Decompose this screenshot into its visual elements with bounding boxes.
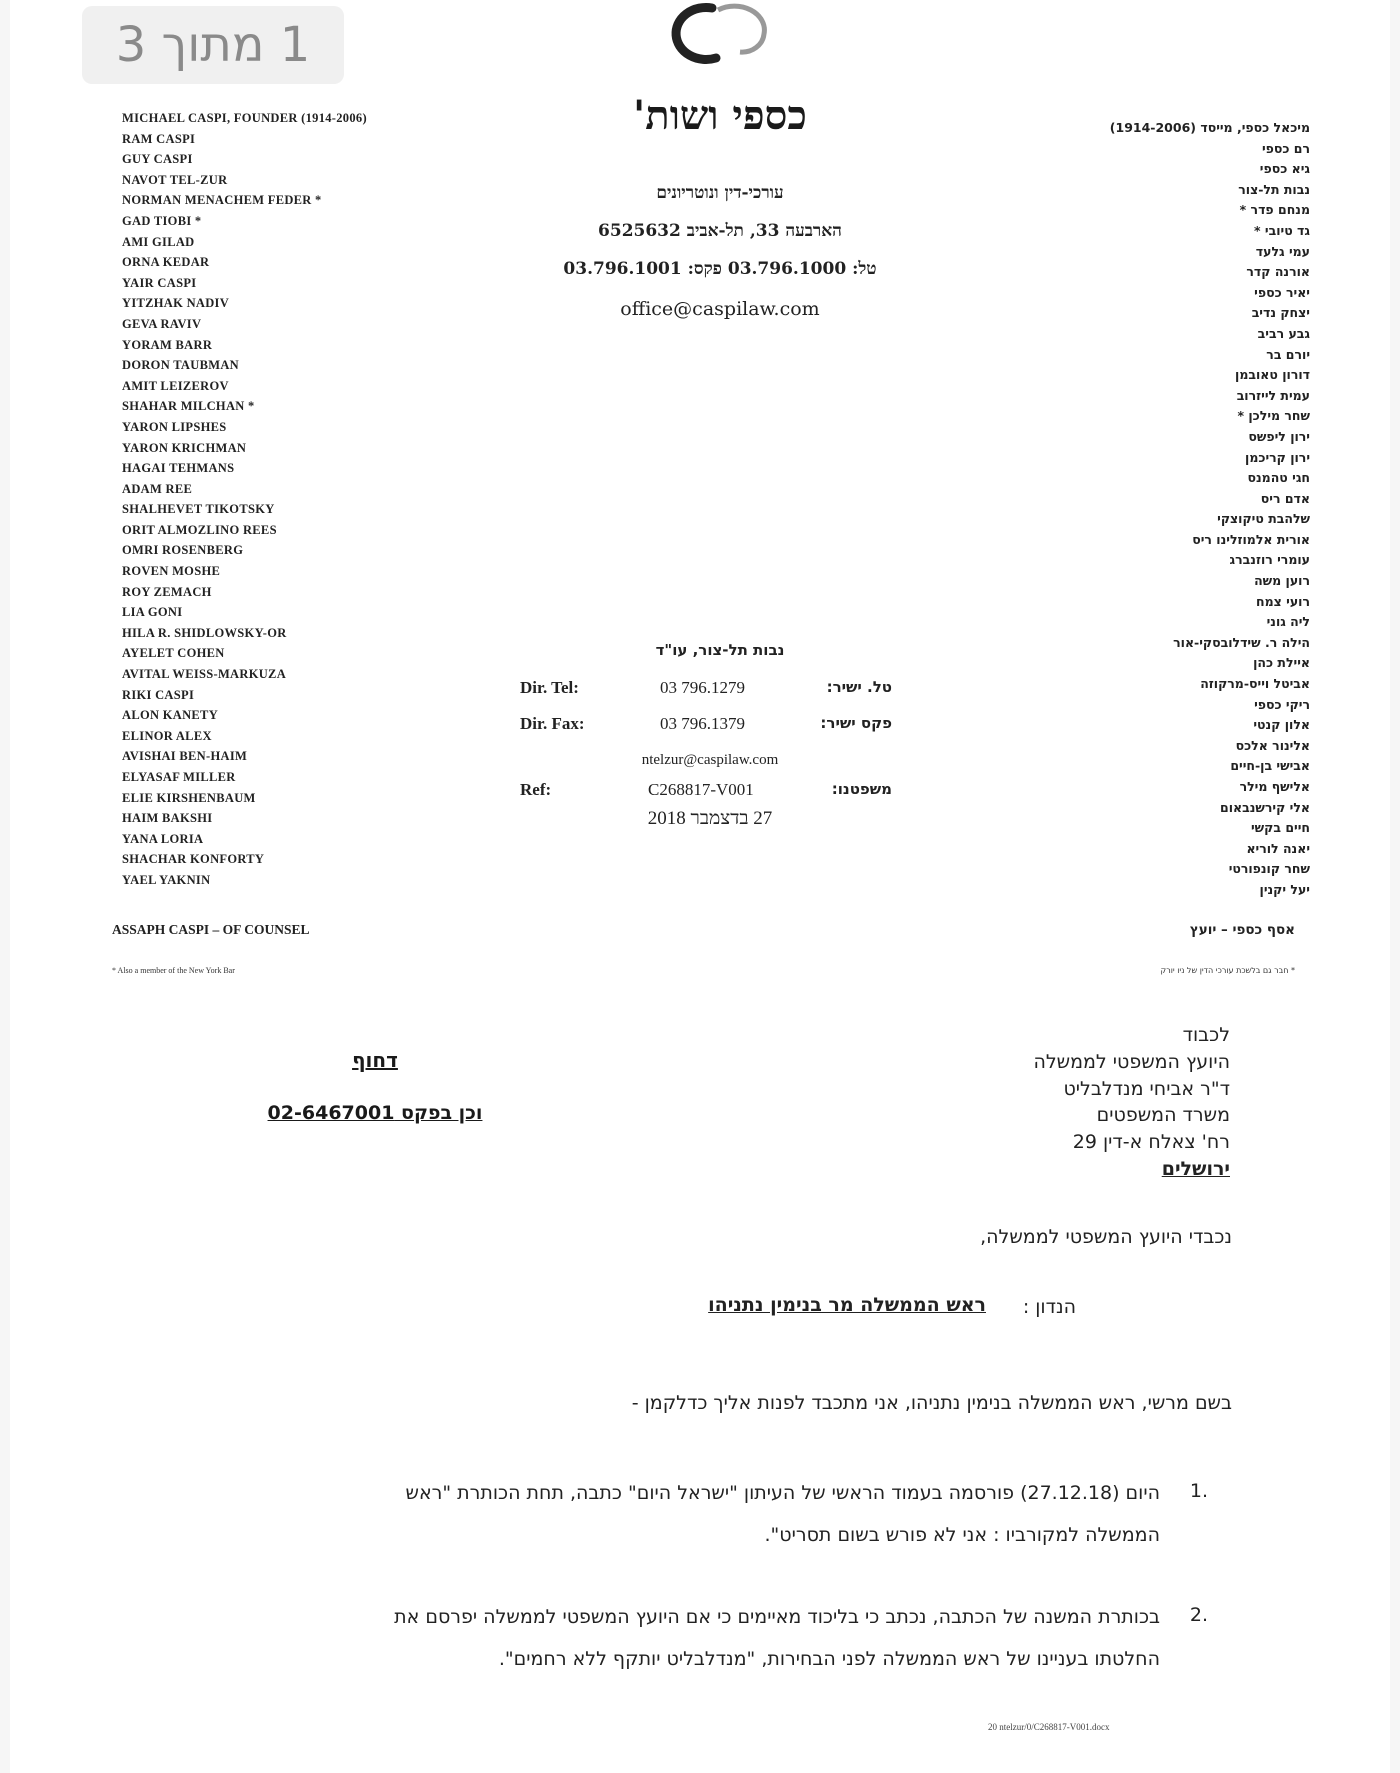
partner-name: הילה ר. שידלובסקי-אור xyxy=(1173,634,1310,650)
partner-name: נבות תל-צור xyxy=(1238,181,1310,197)
paragraph-line: היום (27.12.18) פורסמה בעמוד הראשי של העיתון "ישראל היום" כתבה, תחת הכותרת "ראש xyxy=(405,1482,1160,1504)
partner-name: ELINOR ALEX xyxy=(122,728,212,743)
partner-name: ORIT ALMOZLINO REES xyxy=(122,522,277,537)
reference-value: C268817-V001 xyxy=(648,780,754,799)
partner-name: YORAM BARR xyxy=(122,337,213,352)
partner-name: רועי צמח xyxy=(1256,593,1310,609)
addressee-city: ירושלים xyxy=(1161,1157,1230,1180)
partner-name: AVITAL WEISS-MARKUZA xyxy=(122,667,287,682)
partner-name: GEVA RAVIV xyxy=(122,316,202,331)
firm-address: הארבעה 33, תל-אביב 6525632 xyxy=(598,221,842,241)
firm-subtitle: עורכי-דין ונוטריונים xyxy=(656,183,784,203)
partner-name: אלי קירשנבאום xyxy=(1220,799,1310,815)
partner-name: עומרי רוזנברג xyxy=(1229,552,1310,568)
fax-line: וכן בפקס 02-6467001 xyxy=(267,1102,483,1124)
urgent-label: דחוף xyxy=(352,1048,398,1072)
partner-name: דורון טאובמן xyxy=(1235,367,1310,383)
partner-name: עמית לייזרוב xyxy=(1236,387,1310,403)
partner-name: HAGAI TEHMANS xyxy=(122,461,235,476)
footnote-hebrew: * חבר גם בלשכת עורכי הדין של ניו יורק xyxy=(1160,966,1295,975)
partner-name: אלון קנטי xyxy=(1253,717,1310,733)
partner-name: MICHAEL CASPI, FOUNDER (1914-2006) xyxy=(122,111,367,125)
partner-name: אורנה קדר xyxy=(1246,264,1310,280)
partner-name: LIA GONI xyxy=(122,605,183,620)
paragraph xyxy=(160,1596,1160,1680)
paragraph-line: בכותרת המשנה של הכתבה, נכתב כי בליכוד מאיימים כי אם היועץ המשפטי לממשלה יפרסם את xyxy=(394,1606,1160,1628)
firm-email: office@caspilaw.com xyxy=(620,298,820,320)
partner-name: SHALHEVET TIKOTSKY xyxy=(122,502,275,517)
partner-name: ADAM REE xyxy=(122,481,193,496)
partner-name: AMIT LEIZEROV xyxy=(122,378,229,393)
partner-name: DORON TAUBMAN xyxy=(122,358,239,373)
partner-name: אבישי בן-חיים xyxy=(1230,758,1310,774)
paragraph-line: הממשלה למקורביו : אני לא פורש בשום תסריט". xyxy=(764,1524,1160,1546)
direct-tel-label: Dir. Tel: xyxy=(520,678,579,697)
partner-name: YARON LIPSHES xyxy=(122,419,227,434)
paragraph-number: 1. xyxy=(1189,1480,1208,1502)
partner-name: YITZHAK NADIV xyxy=(122,296,230,311)
firm-name: כספי ושות' xyxy=(633,92,807,139)
firm-logo xyxy=(660,0,780,66)
partners-list-hebrew xyxy=(1010,118,1310,901)
partner-name: GUY CASPI xyxy=(122,152,193,167)
direct-tel-value: 03 796.1279 xyxy=(660,678,745,697)
contact-name: נבות תל-צור, עו"ד xyxy=(655,641,785,659)
partner-name: NAVOT TEL-ZUR xyxy=(122,172,228,187)
partners-list-english xyxy=(122,108,442,891)
partner-name: חיים בקשי xyxy=(1251,820,1310,836)
partner-name: YAIR CASPI xyxy=(122,275,197,290)
direct-fax-label-hebrew: פקס ישיר: xyxy=(820,714,892,732)
partner-name: שחר מילכן * xyxy=(1237,408,1310,424)
partner-name: אלינור אלכס xyxy=(1235,737,1310,753)
partner-name: ELYASAF MILLER xyxy=(122,770,236,784)
partner-name: ירון ליפשס xyxy=(1248,428,1310,444)
partner-name: גבע רביב xyxy=(1257,325,1310,341)
partner-name: SHACHAR KONFORTY xyxy=(122,852,265,867)
partner-name: YANA LORIA xyxy=(122,831,204,846)
direct-fax-label: Dir. Fax: xyxy=(520,714,585,733)
partner-name: HAIM BAKSHI xyxy=(122,811,213,826)
partner-name: ליה גוני xyxy=(1266,614,1310,630)
document-page xyxy=(10,0,1390,1773)
partner-name: שחר קונפורטי xyxy=(1228,861,1310,877)
partner-name: YARON KRICHMAN xyxy=(122,440,247,455)
document-id: 20 ntelzur/0/C268817-V001.docx xyxy=(988,1722,1110,1732)
partner-name: יצחק נדיב xyxy=(1251,305,1310,321)
partner-name: ירון קריכמן xyxy=(1245,449,1310,465)
addressee-line: ד"ר אביחי מנדלבליט xyxy=(1063,1077,1230,1100)
subject-label: הנדון : xyxy=(1022,1296,1076,1318)
addressee-line: משרד המשפטים xyxy=(1096,1104,1230,1127)
partner-name: מיכאל כספי, מייסד (1914-2006) xyxy=(1109,120,1310,135)
partner-name: RIKI CASPI xyxy=(122,687,195,702)
salutation: נכבדי היועץ המשפטי לממשלה, xyxy=(980,1226,1232,1248)
reference-label-hebrew: משפטנו: xyxy=(831,780,892,798)
partner-name: יעל יקנין xyxy=(1259,881,1310,897)
paragraph xyxy=(160,1472,1160,1556)
intro-paragraph: בשם מרשי, ראש הממשלה בנימין נתניהו, אני מתכבד לפנות אליך כדלקמן - xyxy=(631,1392,1232,1414)
partner-name: OMRI ROSENBERG xyxy=(122,543,244,558)
addressee-to: לכבוד xyxy=(1182,1024,1230,1046)
partner-name: אורית אלמוזלינו ריס xyxy=(1192,531,1310,547)
contact-email: ntelzur@caspilaw.com xyxy=(641,752,779,768)
partner-name: גד טיובי * xyxy=(1254,222,1310,238)
partner-name: יאנה לוריא xyxy=(1246,840,1310,856)
partner-name: רם כספי xyxy=(1261,140,1310,156)
paragraph-number: 2. xyxy=(1189,1604,1208,1626)
partner-name: ROVEN MOSHE xyxy=(122,564,221,579)
subject-line: ראש הממשלה מר בנימין נתניהו xyxy=(708,1294,986,1316)
partner-name: שלהבת טיקוצקי xyxy=(1217,511,1310,527)
footnote-english: * Also a member of the New York Bar xyxy=(112,966,235,975)
page-indicator: 1 מתוך 3 xyxy=(82,6,344,84)
partner-name: ORNA KEDAR xyxy=(122,255,210,270)
paragraph-line: החלטתו בעניינו של ראש הממשלה לפני הבחירות, "מנדלבליט יותקף ללא רחמים". xyxy=(498,1648,1160,1670)
partner-name: רוען משה xyxy=(1254,573,1310,589)
addressee-line: היועץ המשפטי לממשלה xyxy=(1033,1050,1230,1073)
partner-name: גיא כספי xyxy=(1259,161,1310,177)
partner-name: ריקי כספי xyxy=(1254,696,1310,712)
partner-name: איילת כהן xyxy=(1253,655,1310,671)
of-counsel-english: ASSAPH CASPI – OF COUNSEL xyxy=(112,922,310,937)
partner-name: יאיר כספי xyxy=(1254,284,1310,300)
partner-name: ROY ZEMACH xyxy=(122,584,212,599)
of-counsel-hebrew: אסף כספי – יועץ xyxy=(1189,922,1295,938)
partner-name: NORMAN MENACHEM FEDER * xyxy=(122,193,322,208)
partner-name: ELIE KIRSHENBAUM xyxy=(122,790,256,805)
partner-name: AMI GILAD xyxy=(122,234,195,249)
reference-label: Ref: xyxy=(520,780,552,799)
partner-name: עמי גלעד xyxy=(1255,243,1310,259)
partner-name: אביטל וייס-מרקוזה xyxy=(1200,676,1310,692)
partner-name: אדם ריס xyxy=(1260,490,1310,506)
partner-name: ALON KANETY xyxy=(122,708,219,723)
partner-name: חגי טהמנס xyxy=(1247,470,1310,486)
addressee-line: רח' צאלח א-דין 29 xyxy=(1072,1131,1230,1154)
direct-tel-label-hebrew: טל. ישיר: xyxy=(826,678,892,696)
partner-name: GAD TIOBI * xyxy=(122,213,202,228)
partner-name: AVISHAI BEN-HAIM xyxy=(122,749,248,764)
addressee-block xyxy=(910,1022,1230,1183)
partner-name: AYELET COHEN xyxy=(122,646,225,661)
partner-name: יורם בר xyxy=(1266,346,1310,362)
partner-name: אלישף מילר xyxy=(1239,779,1310,794)
firm-phone: טל: 03.796.1000 פקס: 03.796.1001 xyxy=(563,259,877,279)
direct-fax-value: 03 796.1379 xyxy=(660,714,745,733)
partner-name: YAEL YAKNIN xyxy=(122,872,211,887)
partner-name: HILA R. SHIDLOWSKY-OR xyxy=(122,625,287,640)
partner-name: RAM CASPI xyxy=(122,131,196,146)
letter-date: 27 בדצמבר 2018 xyxy=(647,808,773,829)
partner-name: מנחם פדר * xyxy=(1239,202,1310,218)
partner-name: SHAHAR MILCHAN * xyxy=(122,399,255,414)
